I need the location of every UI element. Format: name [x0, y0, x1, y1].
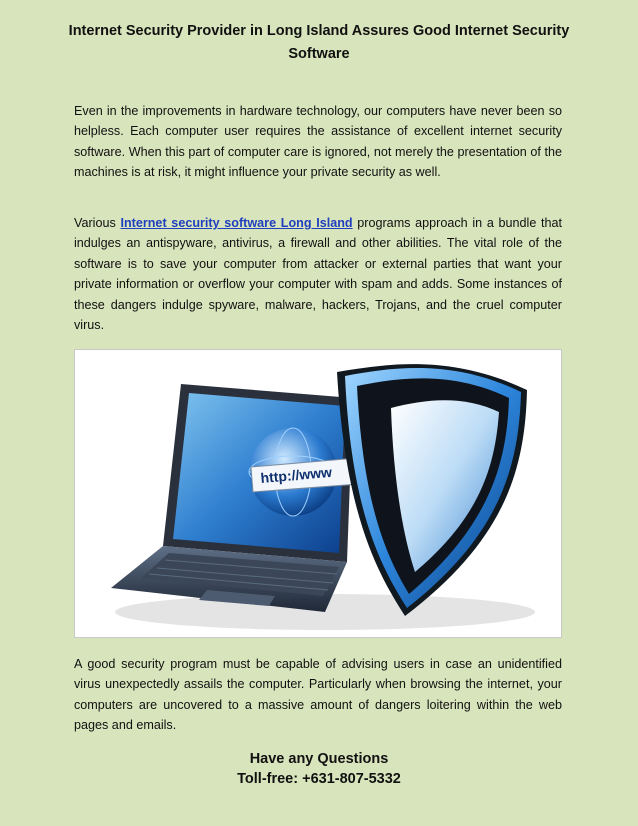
laptop-shield-image	[74, 349, 562, 638]
paragraph-software-lead: Various	[74, 216, 121, 230]
shield-icon	[337, 364, 527, 616]
paragraph-software	[74, 213, 562, 335]
laptop-shield-illustration	[75, 350, 561, 637]
document-title: Internet Security Provider in Long Island Assures Good Internet Security Software	[68, 23, 570, 62]
contact-phone[interactable]: Toll-free: +631-807-5332	[237, 771, 401, 787]
contact-heading: Have any Questions	[249, 751, 389, 767]
paragraph-software-rest: programs approach in a bundle that indulges an antispyware, antivirus, a firewall and other abilities. The vital role of the software is to save your computer from attacker or external parties that want your private information or overflow your computer with spam and adds. Some instances of these dangers indulge spyware, malware, hackers, Trojans, and the cruel computer virus.	[74, 216, 563, 333]
paragraph-warning: A good security program must be capable of advising users in case an unidentified virus unexpectedly assails the computer. Particularly when browsing the internet, your computers are uncovered to a massive amount of dangers loitering within the web pages and emails.	[74, 657, 562, 733]
paragraph-intro: Even in the improvements in hardware technology, our computers have never been so helpless. Each computer user requires the assistance of excellent internet security software. When this part of computer care is ignored, not merely the presentation of the machines is at risk, it might influence your private security as well.	[74, 104, 562, 180]
url-text: http://www	[259, 463, 333, 486]
internet-security-link[interactable]: Internet security software Long Island	[120, 216, 353, 230]
